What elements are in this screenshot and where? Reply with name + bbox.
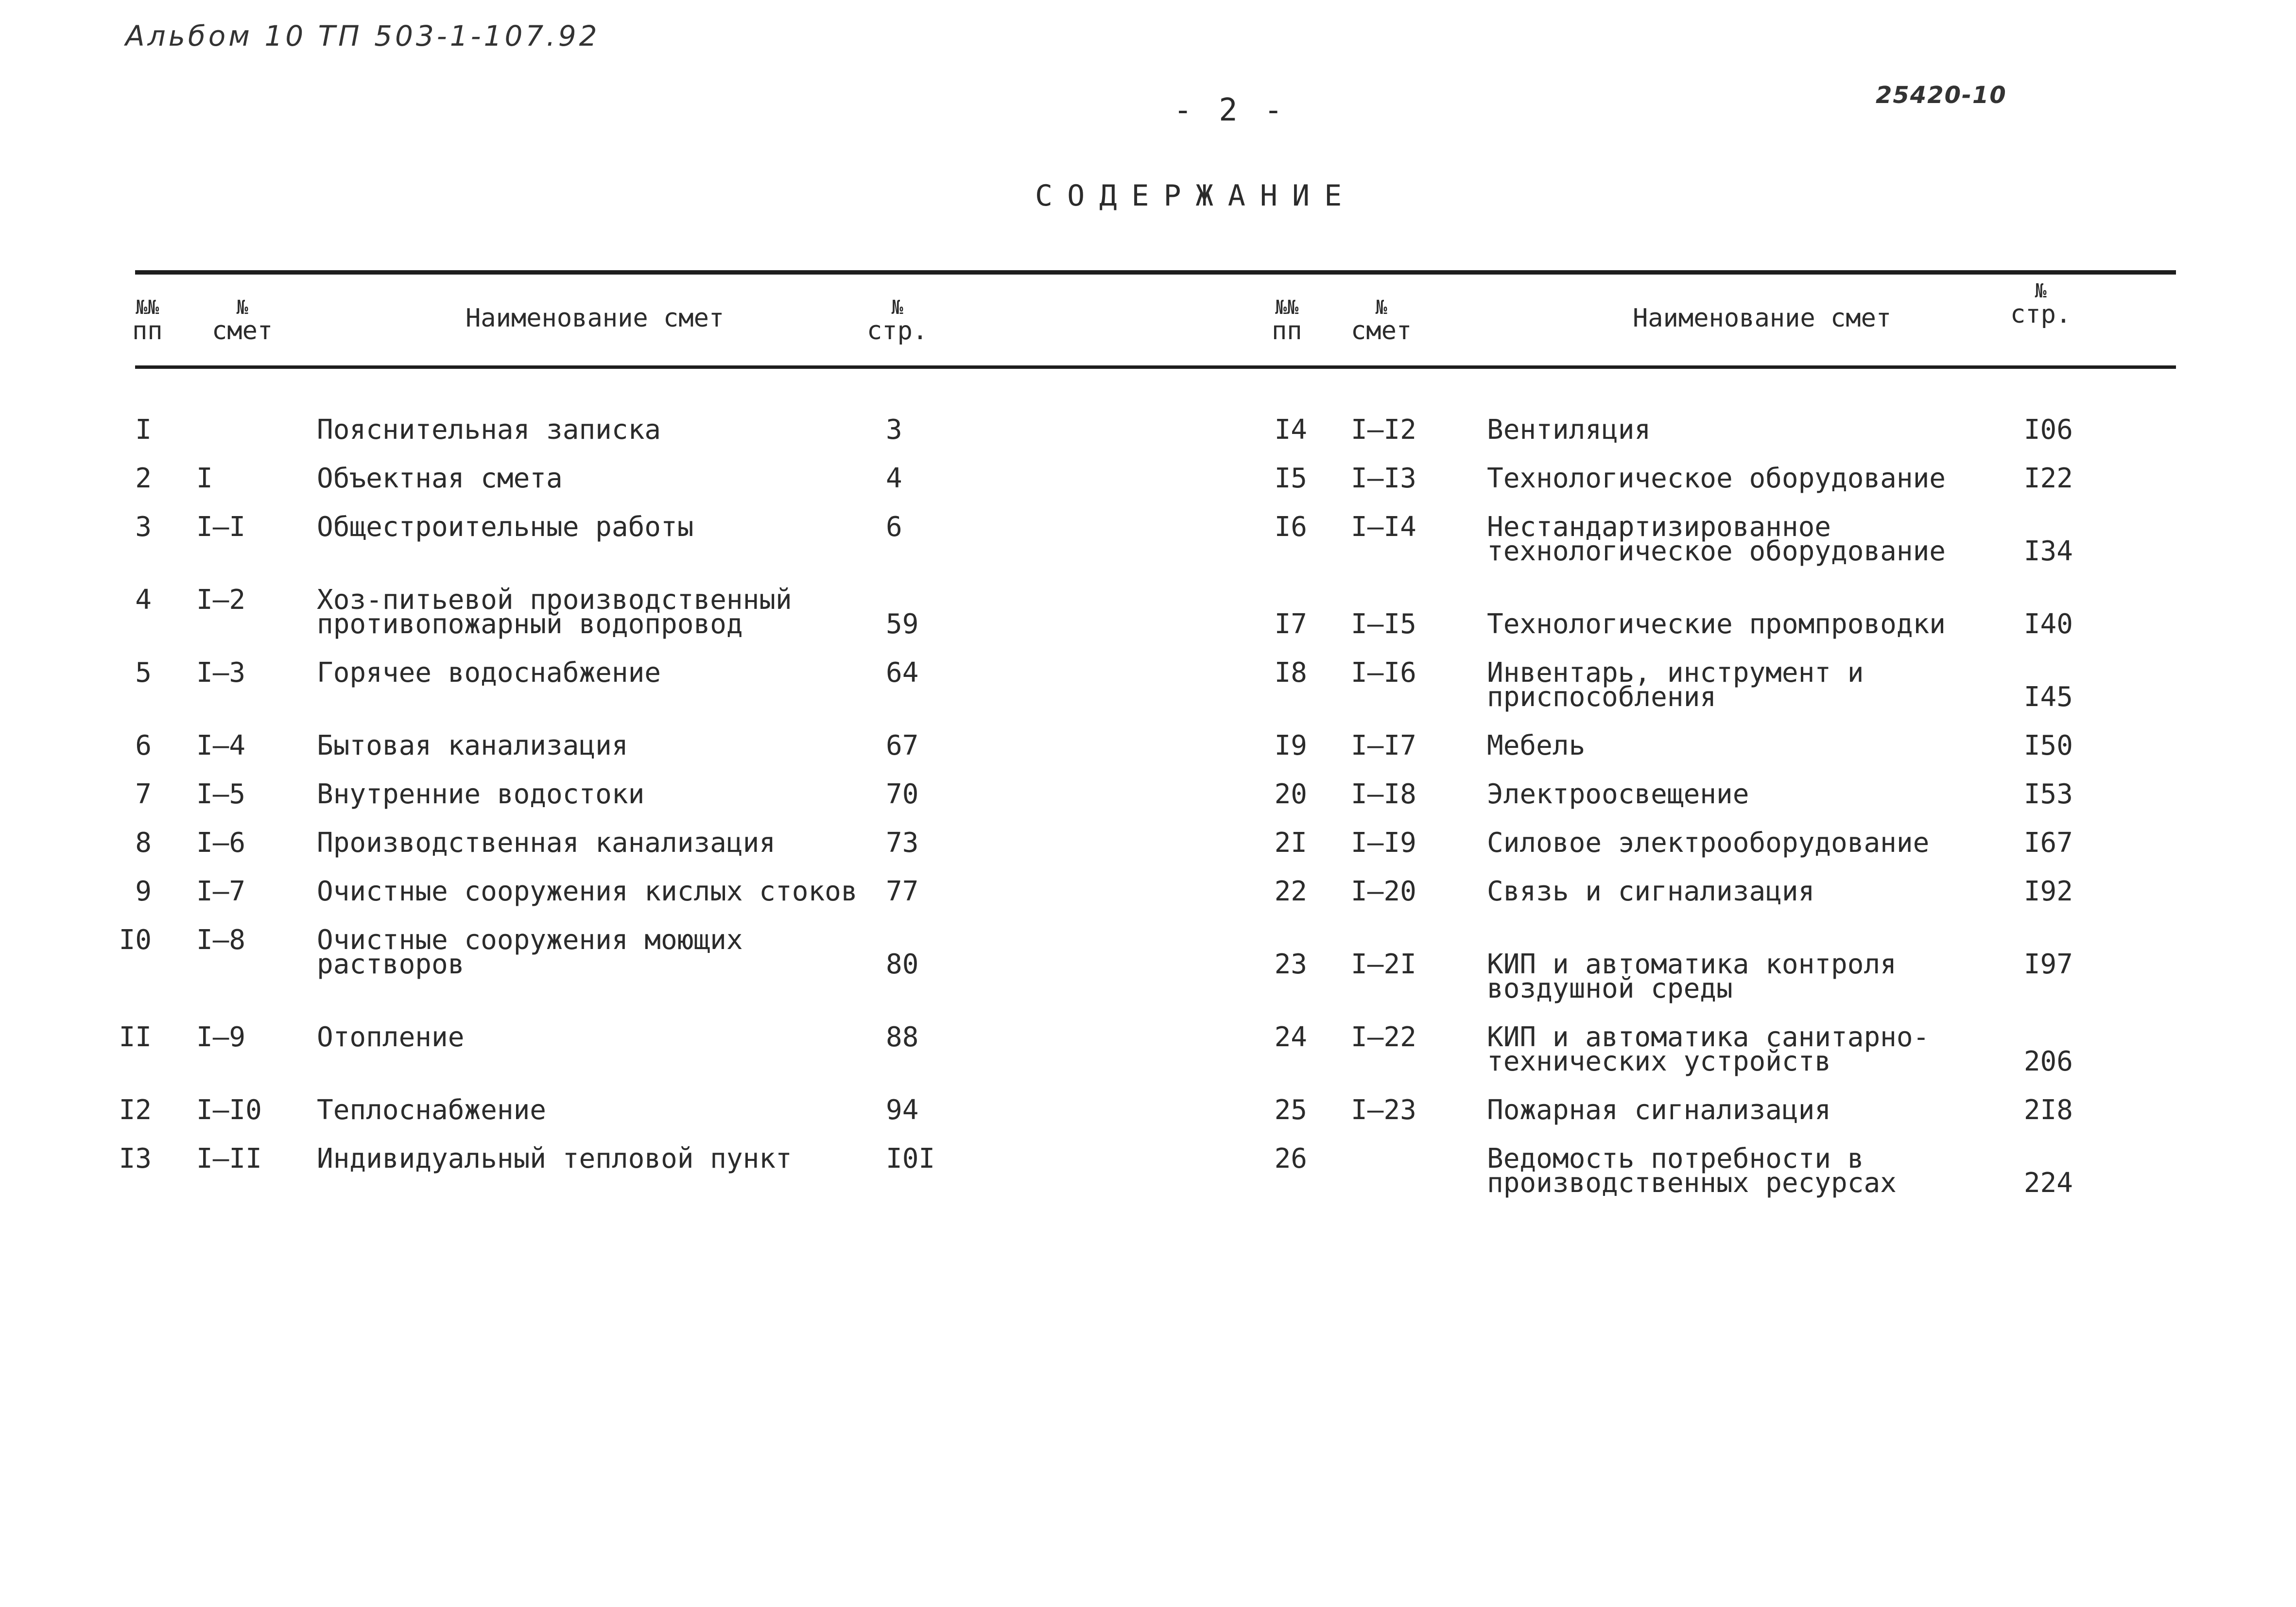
- page-reference: I97: [2023, 949, 2073, 980]
- row-number: 9: [135, 876, 152, 907]
- estimate-name: технических устройств: [1487, 1046, 1831, 1077]
- row-number: 8: [135, 827, 152, 859]
- row-number: 3: [135, 511, 152, 543]
- page-reference: 73: [886, 827, 919, 859]
- estimate-number: I–I3: [1351, 463, 1416, 494]
- column-header-no-right: №№ пп: [1272, 296, 1302, 346]
- estimate-name: Нестандартизированное: [1487, 511, 1831, 543]
- estimate-number: I: [196, 463, 213, 494]
- page-reference: 224: [2023, 1167, 2073, 1199]
- page-reference: I67: [2023, 827, 2073, 859]
- estimate-number: I–7: [196, 876, 246, 907]
- estimate-name: Бытовая канализация: [317, 730, 628, 761]
- row-number: 25: [1274, 1094, 1307, 1126]
- row-number: 2I: [1274, 827, 1307, 859]
- page-reference: I45: [2023, 681, 2073, 713]
- page-reference: I34: [2023, 536, 2073, 567]
- column-header-page-right: № стр.: [2010, 280, 2072, 329]
- row-number: I0: [119, 924, 152, 956]
- page-reference: 67: [886, 730, 919, 761]
- page-reference: 70: [886, 778, 919, 810]
- estimate-number: I–I6: [1351, 657, 1416, 689]
- row-number: 24: [1274, 1021, 1307, 1053]
- estimate-name: растворов: [317, 949, 465, 980]
- estimate-name: Вентиляция: [1487, 414, 1651, 446]
- estimate-name: Горячее водоснабжение: [317, 657, 661, 689]
- estimate-name: Связь и сигнализация: [1487, 876, 1815, 907]
- estimate-name: Технологическое оборудование: [1487, 463, 1946, 494]
- estimate-name: Пояснительная записка: [317, 414, 661, 446]
- row-number: I6: [1274, 511, 1307, 543]
- table-top-rule: [135, 270, 2176, 275]
- estimate-name: КИП и автоматика санитарно-: [1487, 1021, 1930, 1053]
- estimate-name: Пожарная сигнализация: [1487, 1094, 1831, 1126]
- row-number: 23: [1274, 949, 1307, 980]
- column-header-name-left: Наименование смет: [466, 304, 725, 333]
- page-reference: I92: [2023, 876, 2073, 907]
- row-number: 26: [1274, 1143, 1307, 1175]
- estimate-name: Электроосвещение: [1487, 778, 1749, 810]
- estimate-name: КИП и автоматика контроля: [1487, 949, 1897, 980]
- estimate-name: Теплоснабжение: [317, 1094, 547, 1126]
- estimate-name: Производственная канализация: [317, 827, 776, 859]
- page-reference: I0I: [886, 1143, 935, 1175]
- estimate-number: I–II: [196, 1143, 262, 1175]
- row-number: 5: [135, 657, 152, 689]
- row-number: 20: [1274, 778, 1307, 810]
- page-reference: 3: [886, 414, 902, 446]
- page-reference: 80: [886, 949, 919, 980]
- estimate-number: I–3: [196, 657, 246, 689]
- estimate-name: Отопление: [317, 1021, 465, 1053]
- estimate-number: I–20: [1351, 876, 1416, 907]
- estimate-name: Мебель: [1487, 730, 1586, 761]
- estimate-number: I–I: [196, 511, 246, 543]
- page-reference: 4: [886, 463, 902, 494]
- estimate-name: Технологические промпроводки: [1487, 608, 1946, 640]
- page-reference: 94: [886, 1094, 919, 1126]
- estimate-number: I–I0: [196, 1094, 262, 1126]
- estimate-name: технологическое оборудование: [1487, 536, 1946, 567]
- estimate-number: I–23: [1351, 1094, 1416, 1126]
- row-number: 4: [135, 584, 152, 616]
- document-code: 25420-10: [1876, 82, 2007, 109]
- estimate-number: I–I4: [1351, 511, 1416, 543]
- estimate-name: Силовое электрооборудование: [1487, 827, 1930, 859]
- column-header-name-right: Наименование смет: [1633, 304, 1892, 333]
- row-number: 7: [135, 778, 152, 810]
- column-header-no-left: №№ пп: [132, 296, 163, 346]
- row-number: I: [135, 414, 152, 446]
- estimate-number: I–I5: [1351, 608, 1416, 640]
- column-header-page-left: № стр.: [867, 296, 928, 346]
- estimate-name: Общестроительные работы: [317, 511, 694, 543]
- page-reference: 88: [886, 1021, 919, 1053]
- estimate-number: I–9: [196, 1021, 246, 1053]
- row-number: I2: [119, 1094, 152, 1126]
- estimate-number: I–I8: [1351, 778, 1416, 810]
- page-reference: I22: [2023, 463, 2073, 494]
- page-reference: I53: [2023, 778, 2073, 810]
- page-reference: 2I8: [2023, 1094, 2073, 1126]
- estimate-number: I–8: [196, 924, 246, 956]
- estimate-name: Хоз-питьевой производственный: [317, 584, 792, 616]
- estimate-number: I–2I: [1351, 949, 1416, 980]
- estimate-name: противопожарный водопровод: [317, 608, 743, 640]
- row-number: I3: [119, 1143, 152, 1175]
- estimate-name: Очистные сооружения моющих: [317, 924, 743, 956]
- estimate-number: I–22: [1351, 1021, 1416, 1053]
- estimate-number: I–2: [196, 584, 246, 616]
- estimate-name: Объектная смета: [317, 463, 563, 494]
- estimate-name: воздушной среды: [1487, 973, 1733, 1004]
- table-header-rule: [135, 365, 2176, 369]
- estimate-name: производственных ресурсах: [1487, 1167, 1897, 1199]
- page-reference: I50: [2023, 730, 2073, 761]
- row-number: 6: [135, 730, 152, 761]
- row-number: I8: [1274, 657, 1307, 689]
- album-reference: Альбом 10 ТП 503-1-107.92: [125, 19, 600, 52]
- estimate-name: приспособления: [1487, 681, 1717, 713]
- row-number: 22: [1274, 876, 1307, 907]
- row-number: 2: [135, 463, 152, 494]
- row-number: I5: [1274, 463, 1307, 494]
- estimate-number: I–4: [196, 730, 246, 761]
- estimate-name: Очистные сооружения кислых стоков: [317, 876, 858, 907]
- column-header-estimate-right: № смет: [1351, 296, 1412, 346]
- page-title: СОДЕРЖАНИЕ: [1035, 179, 1357, 213]
- estimate-number: I–I9: [1351, 827, 1416, 859]
- row-number: I7: [1274, 608, 1307, 640]
- page-reference: 6: [886, 511, 902, 543]
- page-reference: I40: [2023, 608, 2073, 640]
- estimate-number: I–I2: [1351, 414, 1416, 446]
- estimate-name: Внутренние водостоки: [317, 778, 645, 810]
- estimate-name: Индивидуальный тепловой пункт: [317, 1143, 792, 1175]
- estimate-number: I–5: [196, 778, 246, 810]
- page-reference: 77: [886, 876, 919, 907]
- row-number: I4: [1274, 414, 1307, 446]
- estimate-name: Ведомость потребности в: [1487, 1143, 1864, 1175]
- page-reference: I06: [2023, 414, 2073, 446]
- page-reference: 64: [886, 657, 919, 689]
- estimate-name: Инвентарь, инструмент и: [1487, 657, 1864, 689]
- page-reference: 59: [886, 608, 919, 640]
- page-reference: 206: [2023, 1046, 2073, 1077]
- row-number: I9: [1274, 730, 1307, 761]
- estimate-number: I–6: [196, 827, 246, 859]
- estimate-number: I–I7: [1351, 730, 1416, 761]
- column-header-estimate-left: № смет: [212, 296, 273, 346]
- row-number: II: [119, 1021, 152, 1053]
- page-number: - 2 -: [1174, 92, 1287, 128]
